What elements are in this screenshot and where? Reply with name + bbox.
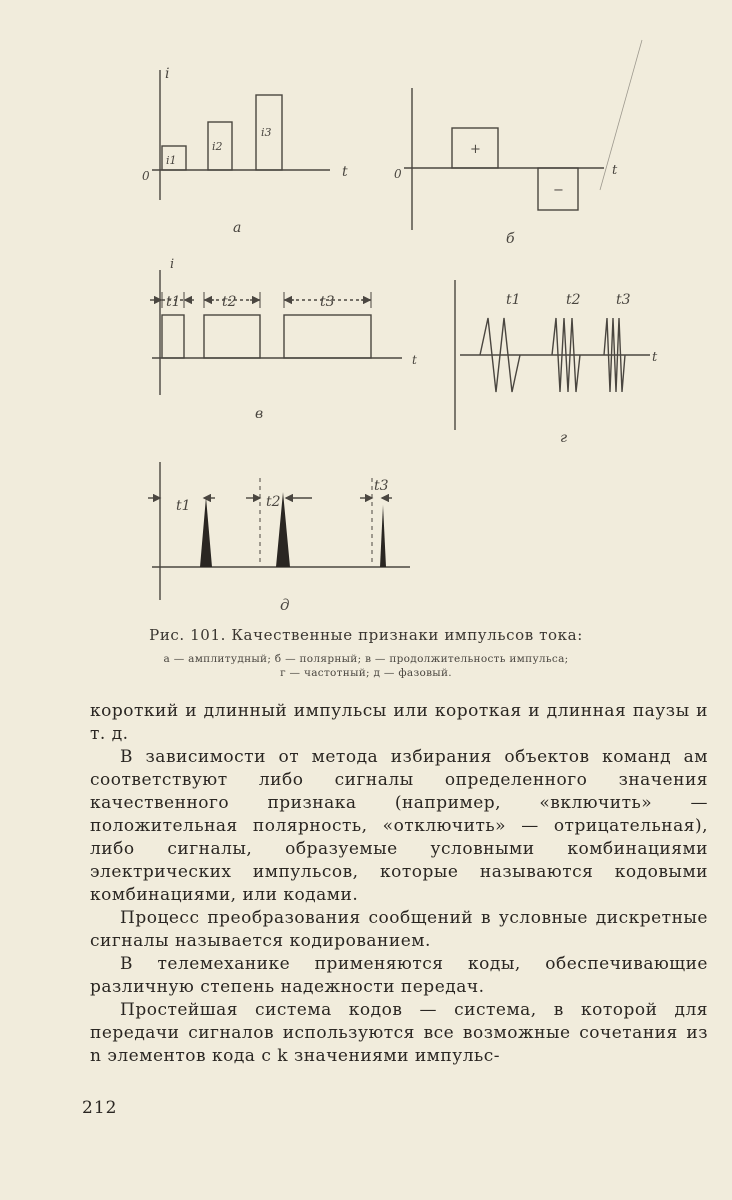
figure-caption-legend-2: г — частотный; д — фазовый. xyxy=(280,667,452,679)
panel-a-letter: а xyxy=(233,220,242,236)
panel-d-label-3: t3 xyxy=(374,478,389,494)
panel-a-axis-y: i xyxy=(165,66,170,82)
panel-b-origin: 0 xyxy=(394,167,402,181)
panel-v-label-3: t3 xyxy=(320,294,335,310)
body-text xyxy=(90,700,708,1068)
figure-caption-legend-1: а — амплитудный; б — полярный; в — продолжительность импульса; xyxy=(163,653,569,665)
panel-g-label-1: t1 xyxy=(506,292,521,308)
panel-a-origin: 0 xyxy=(142,169,150,183)
panel-b-axis-x: t xyxy=(612,163,618,178)
paragraph-4: Простейшая система кодов — система, в которой для передачи сигналов используются все возможные сочетания из n элементов кода с k значениями импульс- xyxy=(90,1000,708,1066)
panel-d-label-1: t1 xyxy=(176,498,191,514)
panel-b-polarity xyxy=(404,40,642,230)
paragraph-2: Процесс преобразования сообщений в условные дискретные сигналы называется кодированием. xyxy=(90,908,708,951)
panel-d-spikes xyxy=(200,492,386,567)
panel-d-letter: д xyxy=(280,596,290,614)
paragraph-1: В зависимости от метода избирания объектов команд ам соответствуют либо сигналы определенного значения качественного признака (например, «включить» — положительная полярность, «отключить» — отрицательная), либо сигналы, образуемые условными комбинациями электрических импульсов, которые называются кодовыми комбинациями, или кодами. xyxy=(90,747,708,905)
panel-a-label-2: i2 xyxy=(212,140,223,153)
panel-g-axis-x: t xyxy=(652,350,658,365)
panel-d-phase xyxy=(148,462,410,600)
panel-a-label-3: i3 xyxy=(261,126,272,139)
panel-d-label-2: t2 xyxy=(266,494,281,510)
panel-g-letter: г xyxy=(560,430,568,446)
paragraph-continuation: короткий и длинный импульсы или короткая и длинная паузы и т. д. xyxy=(90,701,708,744)
panel-a-axis-x: t xyxy=(342,164,348,180)
panel-v-label-1: t1 xyxy=(166,294,181,310)
panel-b-plus: + xyxy=(470,142,481,157)
panel-v-axis-y: i xyxy=(170,257,175,272)
panel-b-letter: б xyxy=(506,231,515,247)
panel-g-label-2: t2 xyxy=(566,292,581,308)
panel-a-amplitude xyxy=(152,70,330,200)
panel-g-label-3: t3 xyxy=(616,292,631,308)
panel-v-duration xyxy=(152,270,402,395)
paragraph-3: В телемеханике применяются коды, обеспечивающие различную степень надежности передач. xyxy=(90,954,708,997)
panel-v-axis-x: t xyxy=(412,353,417,367)
panel-a-label-1: i1 xyxy=(166,154,177,167)
panel-v-label-2: t2 xyxy=(222,294,237,310)
panel-b-minus: − xyxy=(553,183,564,198)
figure-caption-title: Рис. 101. Качественные признаки импульсов тока: xyxy=(149,626,583,644)
page-number: 212 xyxy=(82,1098,118,1118)
panel-v-letter: в xyxy=(255,406,264,422)
